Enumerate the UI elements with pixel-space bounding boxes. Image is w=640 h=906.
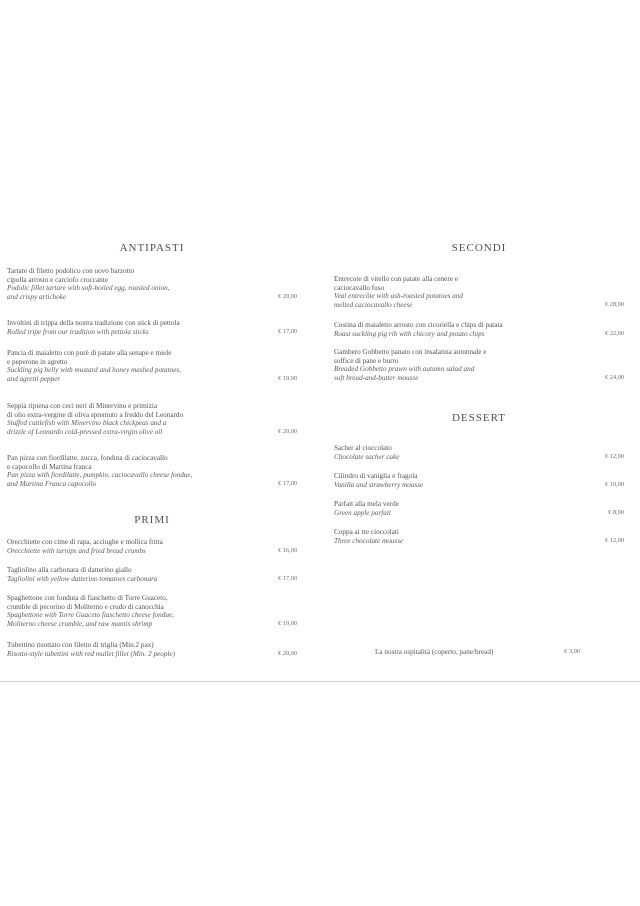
- dish-name-en: Spaghettone with Torre Guaceto fiaschetto cheese fondue, Moliterno cheese crumble, and raw mantis shrimp: [7, 611, 174, 628]
- dish-name-en: Chocolate sacher cake: [334, 452, 400, 461]
- dish-price: € 12,00: [605, 536, 624, 544]
- dish-name-en: Roast suckling pig rib with chicory and potato chips: [334, 329, 485, 338]
- menu-item: [334, 321, 624, 338]
- dish-name-it: Seppia ripiena con ceci neri di Minervino e primizia di olio extra-vergine di oliva spremuto a freddo del Leonardo: [7, 402, 184, 419]
- dish-name-en: Tagliolini with yellow datterino tomatoes carbonara: [7, 574, 158, 583]
- dish-name-en: Pan pizza with fiordilatte, pumpkin, caciocavallo cheese fondue, and Martina Franca capocollo: [7, 471, 193, 488]
- dish-price: € 16,00: [278, 546, 297, 554]
- menu-item: [7, 594, 297, 628]
- dish-name-it: Cilindro di vaniglia e fragola: [334, 472, 418, 480]
- dish-name-it: Entrecote di vitello con patate alla cenere e caciocavallo fuso: [334, 275, 458, 292]
- dish-name-it: Coppa ai tre cioccolati: [334, 528, 399, 536]
- menu-item: [7, 319, 297, 336]
- cover-charge: [375, 648, 580, 656]
- menu-item: [334, 348, 624, 382]
- menu-item: [7, 454, 297, 488]
- dish-name-it: Parfait alla mela verde: [334, 500, 399, 508]
- cover-charge-price: € 3,00: [564, 648, 580, 655]
- menu-item: [334, 528, 624, 545]
- menu-item: [334, 444, 624, 461]
- dish-name-en: Breaded Gobbetto prawn with autumn salad and soft bread-and-butter mousse: [334, 365, 475, 382]
- dish-name-it: Sacher al cioccolato: [334, 444, 392, 452]
- primi-title: PRIMI: [134, 514, 170, 526]
- dish-price: € 19,00: [278, 374, 297, 382]
- menu-item: [334, 500, 624, 517]
- menu-item: [334, 472, 624, 489]
- dish-name-it: Tubettino risottato con filetto di triglia (Min.2 pax): [7, 641, 154, 649]
- menu-item: [7, 349, 297, 383]
- dish-name-it: Tartare di filetto podolico con uovo barzotto cipolla arrosto e carciofo croccante: [7, 267, 135, 284]
- dish-price: € 28,00: [605, 300, 624, 308]
- dish-name-en: Suckling pig belly with mustard and honey mashed potatoes, and agretti pepper: [7, 366, 182, 383]
- divider: [0, 681, 640, 682]
- dish-price: € 20,00: [278, 427, 297, 435]
- dish-price: € 17,00: [278, 574, 297, 582]
- dish-name-it: Pan pizza con fiordilatte, zucca, fonduta di caciocavallo e capocollo di Martina franca: [7, 454, 168, 471]
- dish-name-en: Three chocolate mousse: [334, 536, 404, 545]
- menu-item: [7, 538, 297, 555]
- dish-name-it: Orecchiette con cime di rapa, acciughe e mollica fritta: [7, 538, 163, 546]
- dish-name-en: Vanilla and strawberry mousse: [334, 480, 424, 489]
- menu-item: [334, 275, 624, 309]
- secondi-title: SECONDI: [451, 242, 507, 254]
- menu-item: [7, 566, 297, 583]
- dish-price: € 19,00: [278, 619, 297, 627]
- dish-name-en: Podolic fillet tartare with soft-boiled egg, roasted onion, and crispy artichoke: [7, 284, 170, 301]
- dish-price: € 8,00: [608, 508, 624, 516]
- dish-name-it: Costina di maialetto arrosto con cicoriella e chips di patata: [334, 321, 503, 329]
- dish-name-en: Green apple parfait: [334, 508, 391, 517]
- dish-name-en: Rolled tripe from our tradition with pettola sticks: [7, 327, 149, 336]
- dish-name-it: Spaghettone con fonduta di fiaschetto di Torre Guaceto, crumble di pecorino di Moliterno e crudo di canocchia: [7, 594, 168, 611]
- dish-price: € 12,00: [605, 452, 624, 460]
- dish-price: € 20,00: [278, 292, 297, 300]
- dish-name-en: Risotto-style tubettini with red mullet fillet (Min. 2 people): [7, 649, 176, 658]
- antipasti-title: ANTIPASTI: [119, 242, 185, 254]
- menu-item: [7, 267, 297, 301]
- dish-price: € 10,00: [605, 480, 624, 488]
- dish-price: € 17,00: [278, 479, 297, 487]
- dish-name-en: Veal entrecôte with ash-roasted potatoes and melted caciocavallo cheese: [334, 292, 464, 309]
- dish-price: € 22,00: [605, 329, 624, 337]
- dish-price: € 20,00: [278, 649, 297, 657]
- dish-name-it: Involtini di trippa della nostra tradizione con stick di pettola: [7, 319, 180, 327]
- dish-price: € 24,00: [605, 373, 624, 381]
- dessert-title: DESSERT: [451, 412, 506, 424]
- dish-name-it: Gambero Gobbetto panato con insalatina autunnale e soffice di pane e burro: [334, 348, 487, 365]
- dish-name-it: Tagliolino alla carbonara di datterino giallo: [7, 566, 132, 574]
- menu-item: [7, 402, 297, 436]
- dish-name-en: Orecchiette with turnips and fried bread crumbs: [7, 546, 146, 555]
- menu-item: [7, 641, 297, 658]
- dish-price: € 17,00: [278, 327, 297, 335]
- dish-name-it: Pancia di maialetto con purè di patate alla senape e miele e peperone in agretto: [7, 349, 172, 366]
- cover-charge-label: La nostra ospitalità (coperto, pane/bread): [375, 648, 494, 656]
- dish-name-en: Stuffed cuttlefish with Minervino black chickpeas and a drizzle of Leonardo cold-pressed extra-virgin olive oil: [7, 419, 167, 436]
